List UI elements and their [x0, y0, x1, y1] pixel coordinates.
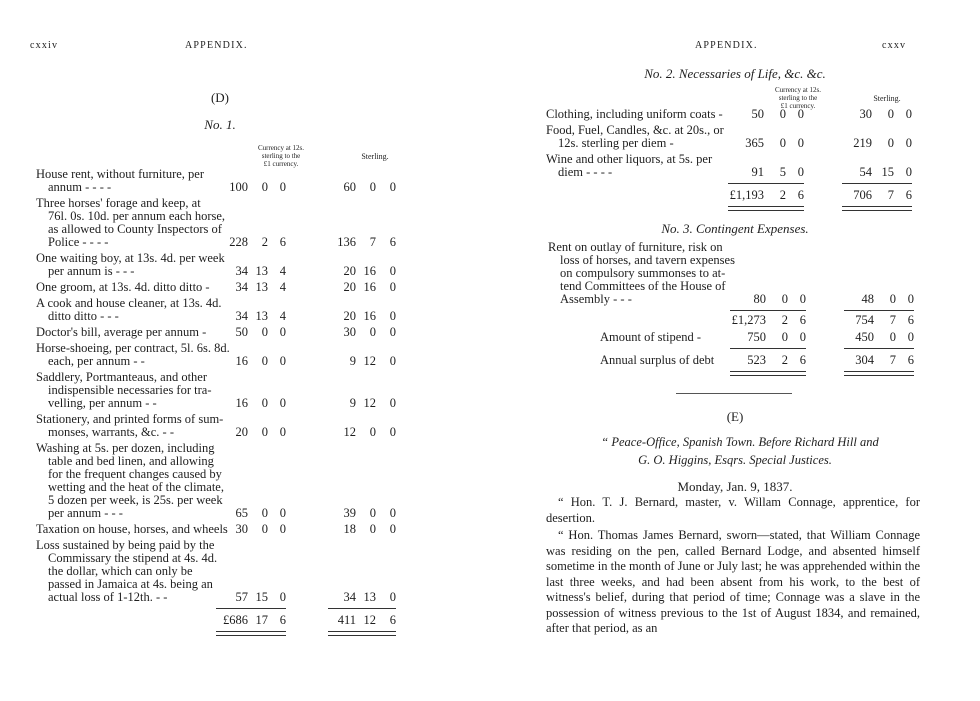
sterling-pence: 0 [907, 292, 914, 306]
total-row [546, 189, 926, 202]
currency-shillings: 0 [261, 325, 268, 339]
total-row [36, 614, 416, 627]
row-description: Three horses' forage and keep, at 76l. 0s. 10d. per annum each horse, as allowed to County Inspectors of Police - - - - [36, 196, 226, 249]
sterling-shillings: 7 [369, 235, 376, 249]
table-row [546, 153, 926, 179]
currency-pence: 6 [799, 353, 806, 367]
sterling-pounds: 20 [343, 280, 356, 294]
table-row [36, 252, 416, 278]
currency-pounds: 523 [747, 353, 766, 367]
sterling-pounds: 39 [343, 506, 356, 520]
currency-pounds: 80 [753, 292, 766, 306]
sterling-total-rule [842, 183, 912, 184]
total-label: Annual surplus of debt [600, 353, 715, 367]
running-head: APPENDIX. [185, 40, 248, 51]
row-description: Washing at 5s. per dozen, including table and bed linen, and allowing for the frequent changes caused by wetting and the heat of the climate, 5 dozen per week, is 25s. per week per annum - - - [36, 441, 224, 520]
table-row [36, 413, 416, 439]
table-row [36, 281, 416, 294]
currency-pounds: 50 [235, 325, 248, 339]
table-row [548, 241, 928, 306]
office-heading-line1: “ Peace-Office, Spanish Town. Before Richard Hill and [601, 435, 879, 449]
table-row [36, 297, 416, 323]
currency-pounds: 365 [745, 136, 764, 150]
total-row [548, 314, 928, 327]
table-row [36, 326, 416, 339]
office-heading-line2: G. O. Higgins, Esqrs. Special Justices. [638, 453, 832, 467]
currency-shillings: 17 [255, 613, 268, 627]
sterling-pounds: 48 [861, 292, 874, 306]
currency-pounds: 228 [229, 235, 248, 249]
table3-title: No. 3. Contingent Expenses. [661, 221, 809, 236]
sterling-pounds: 304 [855, 353, 874, 367]
currency-shillings: 0 [261, 522, 268, 536]
currency-pounds: 65 [235, 506, 248, 520]
currency-shillings: 0 [779, 136, 786, 150]
sterling-shillings: 12 [363, 354, 376, 368]
row-description: House rent, without furniture, per annum - - - - [36, 167, 205, 194]
sterling-col-header: Sterling. [873, 94, 901, 103]
sterling-pence: 0 [389, 354, 396, 368]
currency-col-header: Currency at 12s. sterling to the £1 currency. [257, 144, 305, 168]
currency-shillings: 2 [781, 313, 788, 327]
currency-shillings: 2 [779, 188, 786, 202]
sterling-shillings: 16 [363, 280, 376, 294]
sterling-pounds: 60 [343, 180, 356, 194]
currency-total-rule [730, 371, 806, 376]
sterling-pence: 0 [389, 506, 396, 520]
currency-pence: 0 [279, 590, 286, 604]
sterling-total-rule [844, 371, 914, 376]
sterling-pence: 0 [389, 522, 396, 536]
currency-shillings: 0 [261, 425, 268, 439]
sterling-shillings: 16 [363, 264, 376, 278]
currency-pounds: 34 [235, 309, 248, 323]
sterling-shillings: 12 [363, 396, 376, 410]
currency-shillings: 0 [261, 506, 268, 520]
sterling-pounds: 30 [859, 107, 872, 121]
sterling-shillings: 0 [889, 330, 896, 344]
table-row [36, 342, 416, 368]
currency-shillings: 0 [779, 107, 786, 121]
currency-pence: 0 [279, 506, 286, 520]
row-description: One groom, at 13s. 4d. ditto ditto - [36, 280, 210, 294]
sterling-shillings: 0 [889, 292, 896, 306]
currency-shillings: 13 [255, 280, 268, 294]
currency-pence: 0 [279, 354, 286, 368]
expense-table-no2 [546, 108, 926, 210]
section-divider [676, 393, 792, 394]
row-description: Horse-shoeing, per contract, 5l. 6s. 8d. each, per annum - - [36, 341, 230, 368]
sterling-pence: 0 [389, 325, 396, 339]
running-head: APPENDIX. [695, 40, 758, 51]
sterling-pence: 6 [907, 313, 914, 327]
currency-shillings: 5 [779, 165, 786, 179]
currency-pounds: £1,193 [729, 188, 764, 202]
currency-pounds: 34 [235, 264, 248, 278]
currency-total-rule [216, 608, 286, 609]
sterling-pence: 0 [905, 165, 912, 179]
sterling-pence: 6 [905, 188, 912, 202]
page-number: cxxiv [30, 40, 59, 51]
currency-pounds: 16 [235, 354, 248, 368]
sterling-pence: 0 [389, 280, 396, 294]
currency-total-rule [728, 183, 804, 184]
total-row [548, 354, 928, 367]
sterling-total-rule [328, 631, 396, 636]
sterling-shillings: 7 [889, 313, 896, 327]
currency-shillings: 15 [255, 590, 268, 604]
sterling-shillings: 0 [887, 107, 894, 121]
currency-pence: 0 [279, 522, 286, 536]
date-line: Monday, Jan. 9, 1837. [677, 479, 793, 494]
currency-pence: 6 [797, 188, 804, 202]
sterling-pounds: 219 [853, 136, 872, 150]
currency-pence: 0 [797, 107, 804, 121]
currency-pence: 4 [279, 309, 286, 323]
currency-total-rule [728, 206, 804, 211]
sterling-pounds: 20 [343, 309, 356, 323]
table-row [36, 197, 416, 249]
currency-pence: 6 [279, 613, 286, 627]
currency-shillings: 13 [255, 309, 268, 323]
page-number: cxxv [882, 40, 907, 51]
currency-shillings: 0 [261, 180, 268, 194]
row-description: One waiting boy, at 13s. 4d. per week per annum is - - - [36, 251, 225, 278]
sterling-shillings: 0 [369, 180, 376, 194]
currency-pence: 4 [279, 264, 286, 278]
table-title: No. 1. [204, 117, 236, 132]
currency-pounds: 50 [751, 107, 764, 121]
currency-pence: 0 [799, 292, 806, 306]
sterling-shillings: 0 [369, 506, 376, 520]
table-row [36, 539, 416, 604]
currency-pounds: 57 [235, 590, 248, 604]
sterling-pounds: 136 [337, 235, 356, 249]
currency-pounds: 750 [747, 330, 766, 344]
currency-shillings: 13 [255, 264, 268, 278]
currency-pence: 0 [279, 180, 286, 194]
table-row [546, 108, 926, 121]
row-description: Loss sustained by being paid by the Commissary the stipend at 4s. 4d. the dollar, which can only be passed in Jamaica at 4s. being an actual loss of 1-12th. - - [36, 538, 218, 604]
sterling-pounds: 450 [855, 330, 874, 344]
sterling-pounds: 706 [853, 188, 872, 202]
sterling-pence: 0 [905, 107, 912, 121]
currency-pounds: 16 [235, 396, 248, 410]
sterling-pence: 0 [389, 180, 396, 194]
table-row [36, 442, 416, 520]
sterling-shillings: 12 [363, 613, 376, 627]
sterling-pounds: 30 [343, 325, 356, 339]
sterling-pence: 6 [389, 235, 396, 249]
row-description: Taxation on house, horses, and wheels [36, 522, 228, 536]
sterling-total-rule [844, 310, 914, 311]
sterling-pounds: 9 [349, 354, 356, 368]
sterling-pounds: 9 [349, 396, 356, 410]
currency-pence: 0 [797, 165, 804, 179]
sterling-shillings: 7 [889, 353, 896, 367]
currency-shillings: 0 [781, 330, 788, 344]
currency-total-rule [216, 631, 286, 636]
currency-total-rule [730, 348, 806, 349]
table-row [36, 371, 416, 410]
sterling-pence: 0 [905, 136, 912, 150]
row-description: Wine and other liquors, at 5s. per diem - - - - [546, 152, 713, 179]
sterling-pence: 0 [389, 264, 396, 278]
row-description: Doctor's bill, average per annum - [36, 325, 207, 339]
case-line: “ Hon. T. J. Bernard, master, v. Willam Connage, apprentice, for desertion. [546, 495, 920, 525]
sterling-shillings: 0 [369, 325, 376, 339]
expense-table-no1 [36, 168, 416, 635]
expense-table-no3 [548, 241, 928, 375]
currency-shillings: 2 [261, 235, 268, 249]
sterling-shillings: 0 [369, 425, 376, 439]
sterling-total-rule [844, 348, 914, 349]
sterling-pounds: 34 [343, 590, 356, 604]
body-paragraph: “ Hon. Thomas James Bernard, sworn—stated, that William Connage was residing on the pen, called Bernard Lodge, and absented himself sometime in the month of June or July last; he was apprehended within the last three weeks, and had been absent from his work, to the best of witness's belief, during that period of time; Connage was a slave in the possession of witness previous to the 1st of August 1834, and remained, after that period, as an [546, 528, 920, 635]
table2-title: No. 2. Necessaries of Life, &c. &c. [644, 66, 826, 81]
sterling-total-rule [328, 608, 396, 609]
table-row [546, 124, 926, 150]
currency-pence: 0 [799, 330, 806, 344]
sterling-pounds: 754 [855, 313, 874, 327]
currency-pence: 6 [799, 313, 806, 327]
currency-pence: 0 [279, 325, 286, 339]
row-description: A cook and house cleaner, at 13s. 4d. ditto ditto - - - [36, 296, 222, 323]
total-label: Amount of stipend - [600, 330, 702, 344]
sterling-shillings: 0 [887, 136, 894, 150]
section-label: (D) [210, 90, 230, 105]
currency-shillings: 0 [261, 354, 268, 368]
row-description: Food, Fuel, Candles, &c. at 20s., or 12s. sterling per diem - [546, 123, 724, 150]
currency-pence: 6 [279, 235, 286, 249]
sterling-pounds: 411 [337, 613, 356, 627]
sterling-pence: 6 [907, 353, 914, 367]
sterling-shillings: 7 [887, 188, 894, 202]
sterling-pence: 6 [389, 613, 396, 627]
currency-pounds: 100 [229, 180, 248, 194]
currency-pence: 4 [279, 280, 286, 294]
sterling-pence: 0 [389, 396, 396, 410]
total-row [548, 331, 928, 344]
row-description: Saddlery, Portmanteaus, and other indispensible necessaries for tra- velling, per annum - - [36, 370, 212, 410]
currency-pence: 0 [279, 396, 286, 410]
row-description: Stationery, and printed forms of sum- monses, warrants, &c. - - [36, 412, 224, 439]
table-row [36, 523, 416, 536]
sterling-pounds: 54 [859, 165, 872, 179]
currency-total-rule [730, 310, 806, 311]
sterling-pence: 0 [389, 590, 396, 604]
currency-shillings: 2 [781, 353, 788, 367]
currency-shillings: 0 [781, 292, 788, 306]
sterling-pounds: 18 [343, 522, 356, 536]
currency-pounds: 20 [235, 425, 248, 439]
sterling-shillings: 13 [363, 590, 376, 604]
sterling-pounds: 12 [343, 425, 356, 439]
currency-pounds: 30 [235, 522, 248, 536]
sterling-pence: 0 [389, 425, 396, 439]
table-row [36, 168, 416, 194]
row-description: Clothing, including uniform coats - [546, 107, 723, 121]
sterling-shillings: 16 [363, 309, 376, 323]
sterling-shillings: 15 [881, 165, 894, 179]
sterling-shillings: 0 [369, 522, 376, 536]
row-description: Rent on outlay of furniture, risk on loss of horses, and tavern expenses on compulsory summonses to at- tend Committees of the House of Assembly - - - [548, 240, 735, 306]
currency-pounds: 91 [751, 165, 764, 179]
sterling-col-header: Sterling. [361, 152, 389, 161]
right-page [490, 0, 980, 701]
currency-pence: 0 [797, 136, 804, 150]
currency-col-header: Currency at 12s. sterling to the £1 currency. [774, 86, 822, 110]
sterling-pence: 0 [907, 330, 914, 344]
currency-shillings: 0 [261, 396, 268, 410]
sterling-pounds: 20 [343, 264, 356, 278]
currency-pence: 0 [279, 425, 286, 439]
sterling-pence: 0 [389, 309, 396, 323]
currency-pounds: £686 [223, 613, 248, 627]
section-label: (E) [726, 409, 744, 424]
sterling-total-rule [842, 206, 912, 211]
currency-pounds: 34 [235, 280, 248, 294]
currency-pounds: £1,273 [731, 313, 766, 327]
